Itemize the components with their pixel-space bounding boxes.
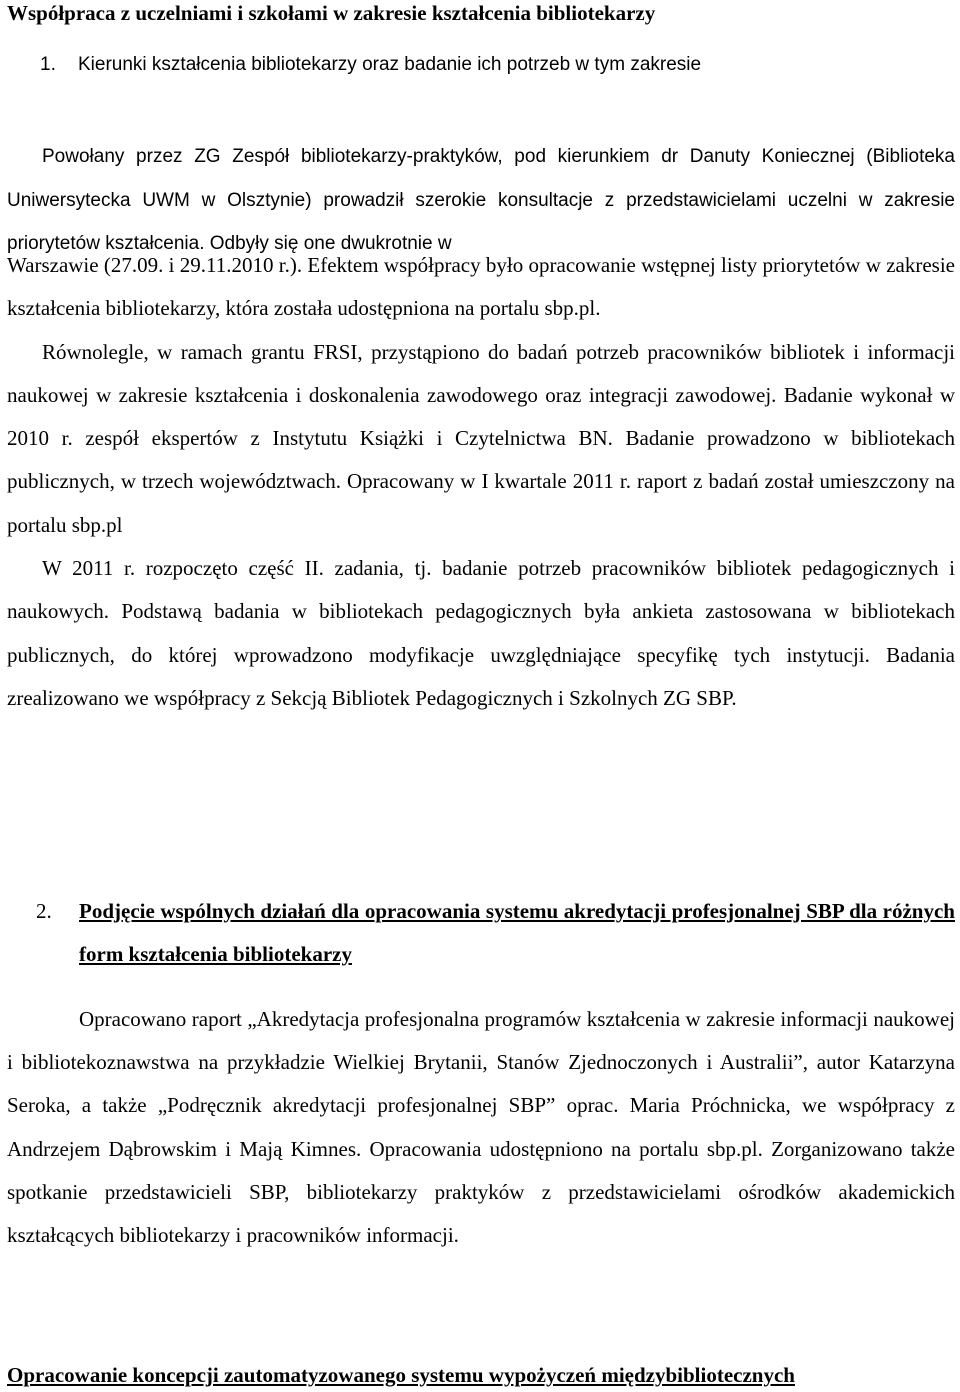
section-2-body [7, 998, 955, 1257]
paragraph-text: W 2011 r. rozpoczęto część II. zadania, tj. badanie potrzeb pracowników bibliotek pedagogicznych i naukowych. Podstawą badania w bibliotekach pedagogicznych była ankieta zastosowana w bibliotekach publicznych, do której wprowadzono modyfikacje uwzględniające specyfikę tych instytucji. Badania zrealizowano we współpracy z Sekcją Bibliotek Pedagogicznych i Szkolnych ZG SBP. [7, 556, 955, 710]
document-title: Współpraca z uczelniami i szkołami w zakresie kształcenia bibliotekarzy [7, 1, 656, 25]
section-1-body [7, 244, 955, 720]
paragraph-text: Równolegle, w ramach grantu FRSI, przystąpiono do badań potrzeb pracowników bibliotek i informacji naukowej w zakresie kształcenia i doskonalenia zawodowego oraz integracji zawodowej. Badanie wykonał w 2010 r. zespół ekspertów z Instytutu Książki i Czytelnictwa BN. Badanie prowadzono w bibliotekach publicznych, w trzech województwach. Opracowany w I kwartale 2011 r. raport z badań został umieszczony na portalu sbp.pl [7, 339, 955, 537]
section-2-number: 2. [36, 899, 52, 923]
section-3-heading: Opracowanie koncepcji zautomatyzowanego systemu wypożyczeń międzybibliotecznych [7, 1363, 795, 1387]
section-2-heading [36, 890, 955, 976]
paragraph-text: Warszawie (27.09. i 29.11.2010 r.). Efektem współpracy było opracowanie wstępnej listy priorytetów w zakresie kształcenia bibliotekarzy, która została udostępniona na portalu sbp.pl. [7, 253, 955, 321]
section-1-heading-text: Kierunki kształcenia bibliotekarzy oraz badanie ich potrzeb w tym zakresie [78, 54, 702, 75]
section-2-heading-text: Podjęcie wspólnych działań dla opracowania systemu akredytacji profesjonalnej SBP dla różnych form kształcenia bibliotekarzy [79, 899, 955, 966]
paragraph-text: Powołany przez ZG Zespół bibliotekarzy-praktyków, pod kierunkiem dr Danuty Koniecznej (Biblioteka Uniwersytecka UWM w Olsztynie) prowadził szerokie konsultacje z przedstawicielami uczelni w zakresie priorytetów kształcenia. Odbyły się one dwukrotnie w [7, 146, 955, 254]
section-1-heading [40, 51, 701, 79]
section-1-number: 1. [40, 54, 56, 75]
paragraph-text: Opracowano raport „Akredytacja profesjonalna programów kształcenia w zakresie informacji naukowej i bibliotekoznawstwa na przykładzie Wielkiej Brytanii, Stanów Zjednoczonych i Australii”, autor Katarzyna Seroka, a także „Podręcznik akredytacji profesjonalnej SBP” oprac. Maria Próchnicka, we współpracy z Andrzejem Dąbrowskim i Mają Kimnes. Opracowania udostępniono na portalu sbp.pl. Zorganizowano także spotkanie przedstawicieli SBP, bibliotekarzy praktyków z przedstawicielami ośrodków akademickich kształcących bibliotekarzy i pracowników informacji. [7, 1007, 955, 1248]
